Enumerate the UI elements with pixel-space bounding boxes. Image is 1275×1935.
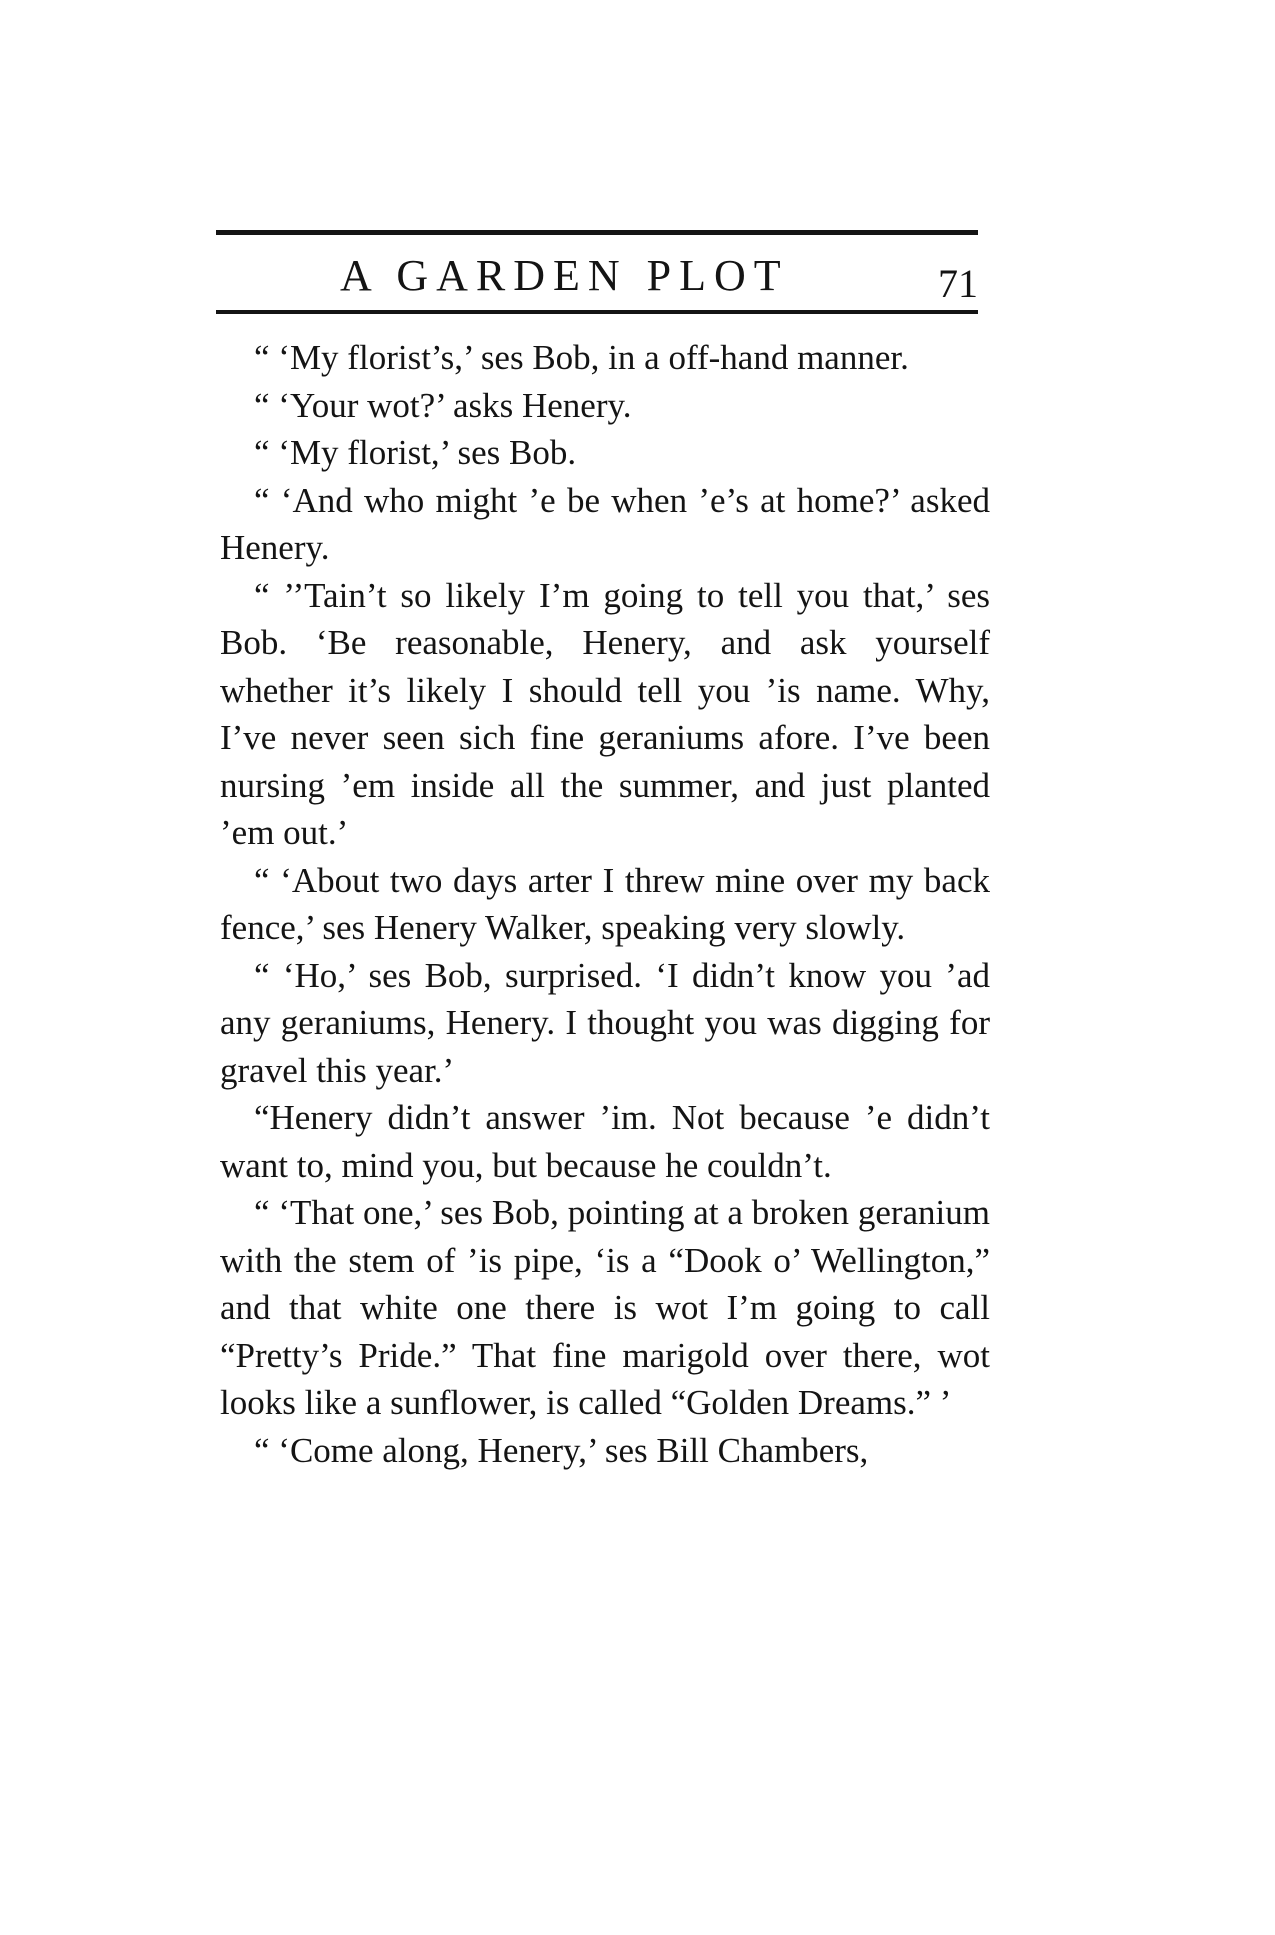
paragraph: “ ‘Come along, Henery,’ ses Bill Chambers, (254, 1430, 869, 1470)
paragraph: “ ‘About two days arter I threw mine over my back fence,’ ses Henery Walker, speaking very slowly. (220, 860, 990, 947)
paragraph: “ ’’Tain’t so likely I’m going to tell you that,’ ses Bob. ‘Be reasonable, Henery, and ask yourself whether it’s likely I should tell you ’is name. Why, I’ve never seen sich fine geraniums afore. I’ve been nursing ’em inside all the summer, and just planted ’em out.’ (220, 575, 990, 852)
paragraph: “ ‘My florist,’ ses Bob. (254, 433, 577, 472)
paragraph: “ ‘Your wot?’ asks Henery. (254, 385, 632, 425)
page-number: 71 (938, 261, 978, 306)
header-rule-top (216, 230, 978, 235)
running-title: A GARDEN PLOT (340, 251, 789, 300)
paragraph: “ ‘And who might ’e be when ’e’s at home?’ asked Henery. (220, 480, 990, 567)
paragraph: “ ‘That one,’ ses Bob, pointing at a broken geranium with the stem of ’is pipe, ‘is a “Dook o’ Wellington,” and that white one there is wot I’m going to call “Pretty’s Pride.” That fine marigold over there, wot looks like a sunflower, is called “Golden Dreams.” ’ (220, 1193, 990, 1422)
paragraph: “ ‘Ho,’ ses Bob, surprised. ‘I didn’t know you ’ad any geraniums, Henery. I thought you was digging for gravel this year.’ (220, 955, 990, 1090)
body-text (220, 334, 990, 1474)
header-rule-bottom (216, 310, 978, 314)
paragraph: “ ‘My florist’s,’ ses Bob, in a off-hand manner. (254, 338, 909, 377)
paragraph: “Henery didn’t answer ’im. Not because ’e didn’t want to, mind you, but because he couldn’t. (220, 1098, 990, 1185)
page-header (216, 244, 978, 308)
